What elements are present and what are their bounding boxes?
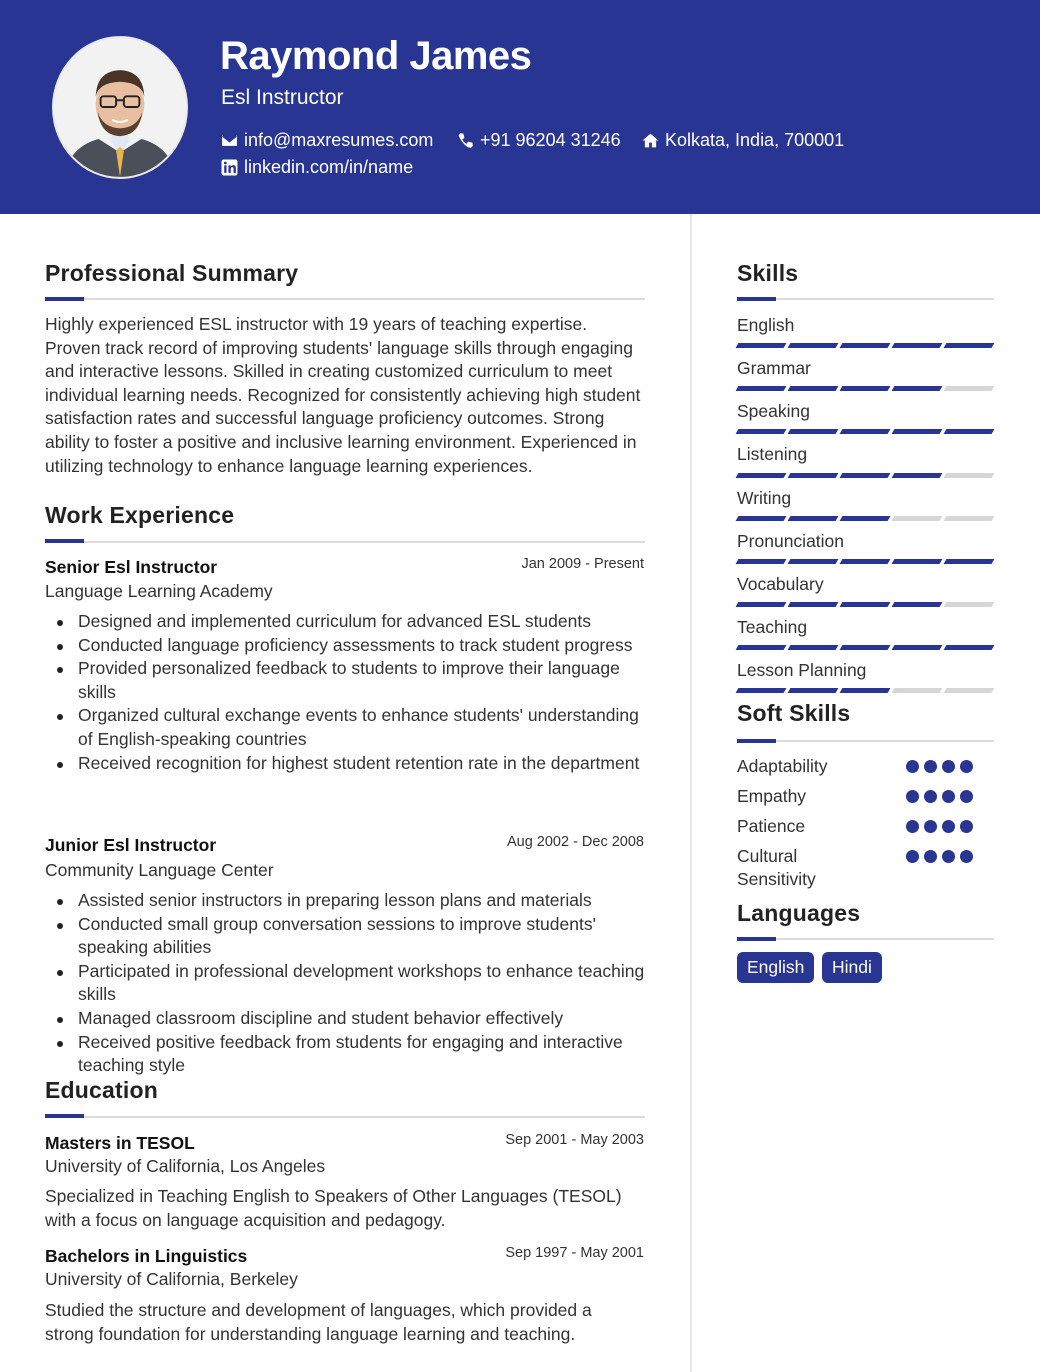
skill-bar-segment [944,429,995,434]
skill-bar-segment [840,343,891,348]
rating-dot [924,820,937,833]
soft-skill-name: Patience [737,816,806,836]
job-title: Junior Esl Instructor [45,835,217,855]
summary-heading: Professional Summary [45,260,299,286]
skills-heading: Skills [737,260,799,286]
rating-dot [942,850,955,863]
column-divider [690,214,692,1372]
location-text: Kolkata, India, 700001 [665,130,845,150]
soft-skill-name: Cultural Sensitivity [737,846,816,889]
rating-dot [924,790,937,803]
job-date: Jan 2009 - Present [521,556,644,572]
skill-bar-segment [944,602,995,607]
skill-name: Pronunciation [737,531,845,551]
skill-bar-segment [736,645,787,650]
skill-bar-segment [788,645,839,650]
soft-skills-accent [737,739,776,743]
person-portrait-icon [54,38,186,177]
skill-bar [737,602,993,607]
candidate-name: Raymond James [220,34,532,78]
skill-bar-segment [788,516,839,521]
skill-name: Grammar [737,358,811,378]
skill-bar-segment [840,429,891,434]
skill-bar [737,688,993,693]
degree-title: Masters in TESOL [45,1133,195,1153]
list-item: Received recognition for highest student retention rate in the department [45,752,645,776]
list-item: Organized cultural exchange events to enhance students' understanding of English-speaking countries [45,704,645,751]
email-text: info@maxresumes.com [244,130,434,150]
job-company: Language Learning Academy [45,581,273,601]
skill-bar-segment [788,343,839,348]
rating-dot [906,850,919,863]
language-tag: Hindi [822,952,882,983]
linkedin-text: linkedin.com/in/name [244,157,414,177]
school-name: University of California, Berkeley [45,1269,298,1289]
rating-dot [924,760,937,773]
experience-accent [45,539,84,543]
skill-bar [737,343,993,348]
skill-bar-segment [892,645,943,650]
list-item: Conducted language proficiency assessments to track student progress [45,634,645,658]
soft-skill-name: Empathy [737,786,807,806]
skill-bar-segment [840,688,891,693]
skill-bar-segment [736,602,787,607]
soft-skill-rating [906,760,973,773]
list-item: Assisted senior instructors in preparing lesson plans and materials [45,889,650,913]
list-item: Managed classroom discipline and student behavior effectively [45,1007,650,1031]
linkedin-icon [221,159,238,176]
list-item: Received positive feedback from students for engaging and interactive teaching style [45,1031,650,1078]
rating-dot [906,760,919,773]
skill-bar-segment [892,429,943,434]
rating-dot [906,790,919,803]
skill-bar-segment [788,386,839,391]
soft-skill-rating [906,820,973,833]
summary-accent [45,297,84,301]
skill-bar [737,559,993,564]
education-desc: Studied the structure and development of languages, which provided a strong foundation for understanding language learning and teaching. [45,1300,592,1344]
degree-title: Bachelors in Linguistics [45,1246,248,1266]
skill-name: Writing [737,488,792,508]
skill-bar-segment [736,559,787,564]
skill-bar-segment [840,386,891,391]
education-date: Sep 2001 - May 2003 [505,1132,644,1148]
skill-bar-segment [736,688,787,693]
contact-phone[interactable] [457,130,621,151]
soft-skill-name: Adaptability [737,756,828,776]
language-tag: English [737,952,814,983]
school-name: University of California, Los Angeles [45,1156,326,1176]
languages-accent [737,937,776,941]
list-item: Designed and implemented curriculum for advanced ESL students [45,610,645,634]
skills-accent [737,297,776,301]
skill-bar-segment [892,688,943,693]
skill-bar-segment [736,343,787,348]
skill-name: English [737,315,795,335]
skill-bar-segment [944,559,995,564]
contact-location [642,130,844,151]
skill-bar-segment [788,559,839,564]
skill-bar-segment [788,688,839,693]
phone-text: +91 96204 31246 [480,130,621,150]
skill-name: Listening [737,444,808,464]
contact-linkedin[interactable] [221,157,413,178]
skill-bar-segment [892,473,943,478]
skill-bar-segment [944,343,995,348]
skill-bar-segment [944,645,995,650]
soft-skill-rating [906,790,973,803]
rating-dot [960,760,973,773]
candidate-title: Esl Instructor [221,86,344,109]
skill-name: Speaking [737,401,810,421]
list-item: Participated in professional development workshops to enhance teaching skills [45,960,650,1007]
rating-dot [924,850,937,863]
skill-bar-segment [892,559,943,564]
experience-divider [45,541,645,543]
skill-bar-segment [892,343,943,348]
skill-bar-segment [736,386,787,391]
skill-bar-segment [840,516,891,521]
summary-divider [45,298,645,300]
skill-bar-segment [788,473,839,478]
skill-name: Vocabulary [737,574,824,594]
skill-bar-segment [944,473,995,478]
skill-name: Teaching [737,617,808,637]
summary-text: Highly experienced ESL instructor with 19 years of teaching expertise. Proven track record of improving students' language skills through engaging and interactive lessons. Skilled in creating customized curriculum to meet individual learning needs. Recognized for consistently achieving high student satisfaction rates and successful language proficiency outcomes. Strong ability to foster a positive and inclusive learning environment. Experienced in utilizing technology to enhance language learning experiences. [45,314,641,476]
skill-bar-segment [788,602,839,607]
rating-dot [942,790,955,803]
skill-bar-segment [892,602,943,607]
skill-bar-segment [944,386,995,391]
skill-bar-segment [840,645,891,650]
skill-bar [737,386,993,391]
rating-dot [960,820,973,833]
experience-heading: Work Experience [45,502,235,528]
soft-skills-heading: Soft Skills [737,700,851,726]
skill-bar-segment [840,473,891,478]
resume-header [0,0,1040,214]
list-item: Conducted small group conversation sessions to improve students' speaking abilities [45,913,650,960]
home-icon [642,132,659,149]
profile-photo [52,36,188,179]
envelope-icon [221,132,238,149]
rating-dot [942,820,955,833]
job-date: Aug 2002 - Dec 2008 [506,834,644,850]
skill-bar [737,516,993,521]
education-divider [45,1116,645,1118]
education-accent [45,1114,84,1118]
skill-bar [737,473,993,478]
skill-bar-segment [736,516,787,521]
education-desc: Specialized in Teaching English to Speakers of Other Languages (TESOL) with a focus on language acquisition and pedagogy. [45,1186,622,1230]
skill-bar-segment [736,473,787,478]
skill-bar-segment [788,429,839,434]
skill-bar-segment [736,429,787,434]
rating-dot [960,850,973,863]
skill-bar-segment [944,688,995,693]
skill-bar [737,429,993,434]
job-bullets [45,610,645,775]
skill-name: Lesson Planning [737,660,867,680]
job-company: Community Language Center [45,860,274,880]
rating-dot [960,790,973,803]
skill-bar-segment [840,559,891,564]
job-bullets [45,889,650,1078]
list-item: Provided personalized feedback to students to improve their language skills [45,657,645,704]
job-title: Senior Esl Instructor [45,557,218,577]
skill-bar-segment [892,386,943,391]
education-heading: Education [45,1077,158,1103]
skill-bar [737,645,993,650]
phone-icon [457,132,474,149]
rating-dot [942,760,955,773]
languages-heading: Languages [737,900,861,926]
skill-bar-segment [840,602,891,607]
contact-email[interactable] [221,130,433,151]
skill-bar-segment [892,516,943,521]
rating-dot [906,820,919,833]
soft-skill-rating [906,850,973,863]
skill-bar-segment [944,516,995,521]
education-date: Sep 1997 - May 2001 [505,1245,644,1261]
